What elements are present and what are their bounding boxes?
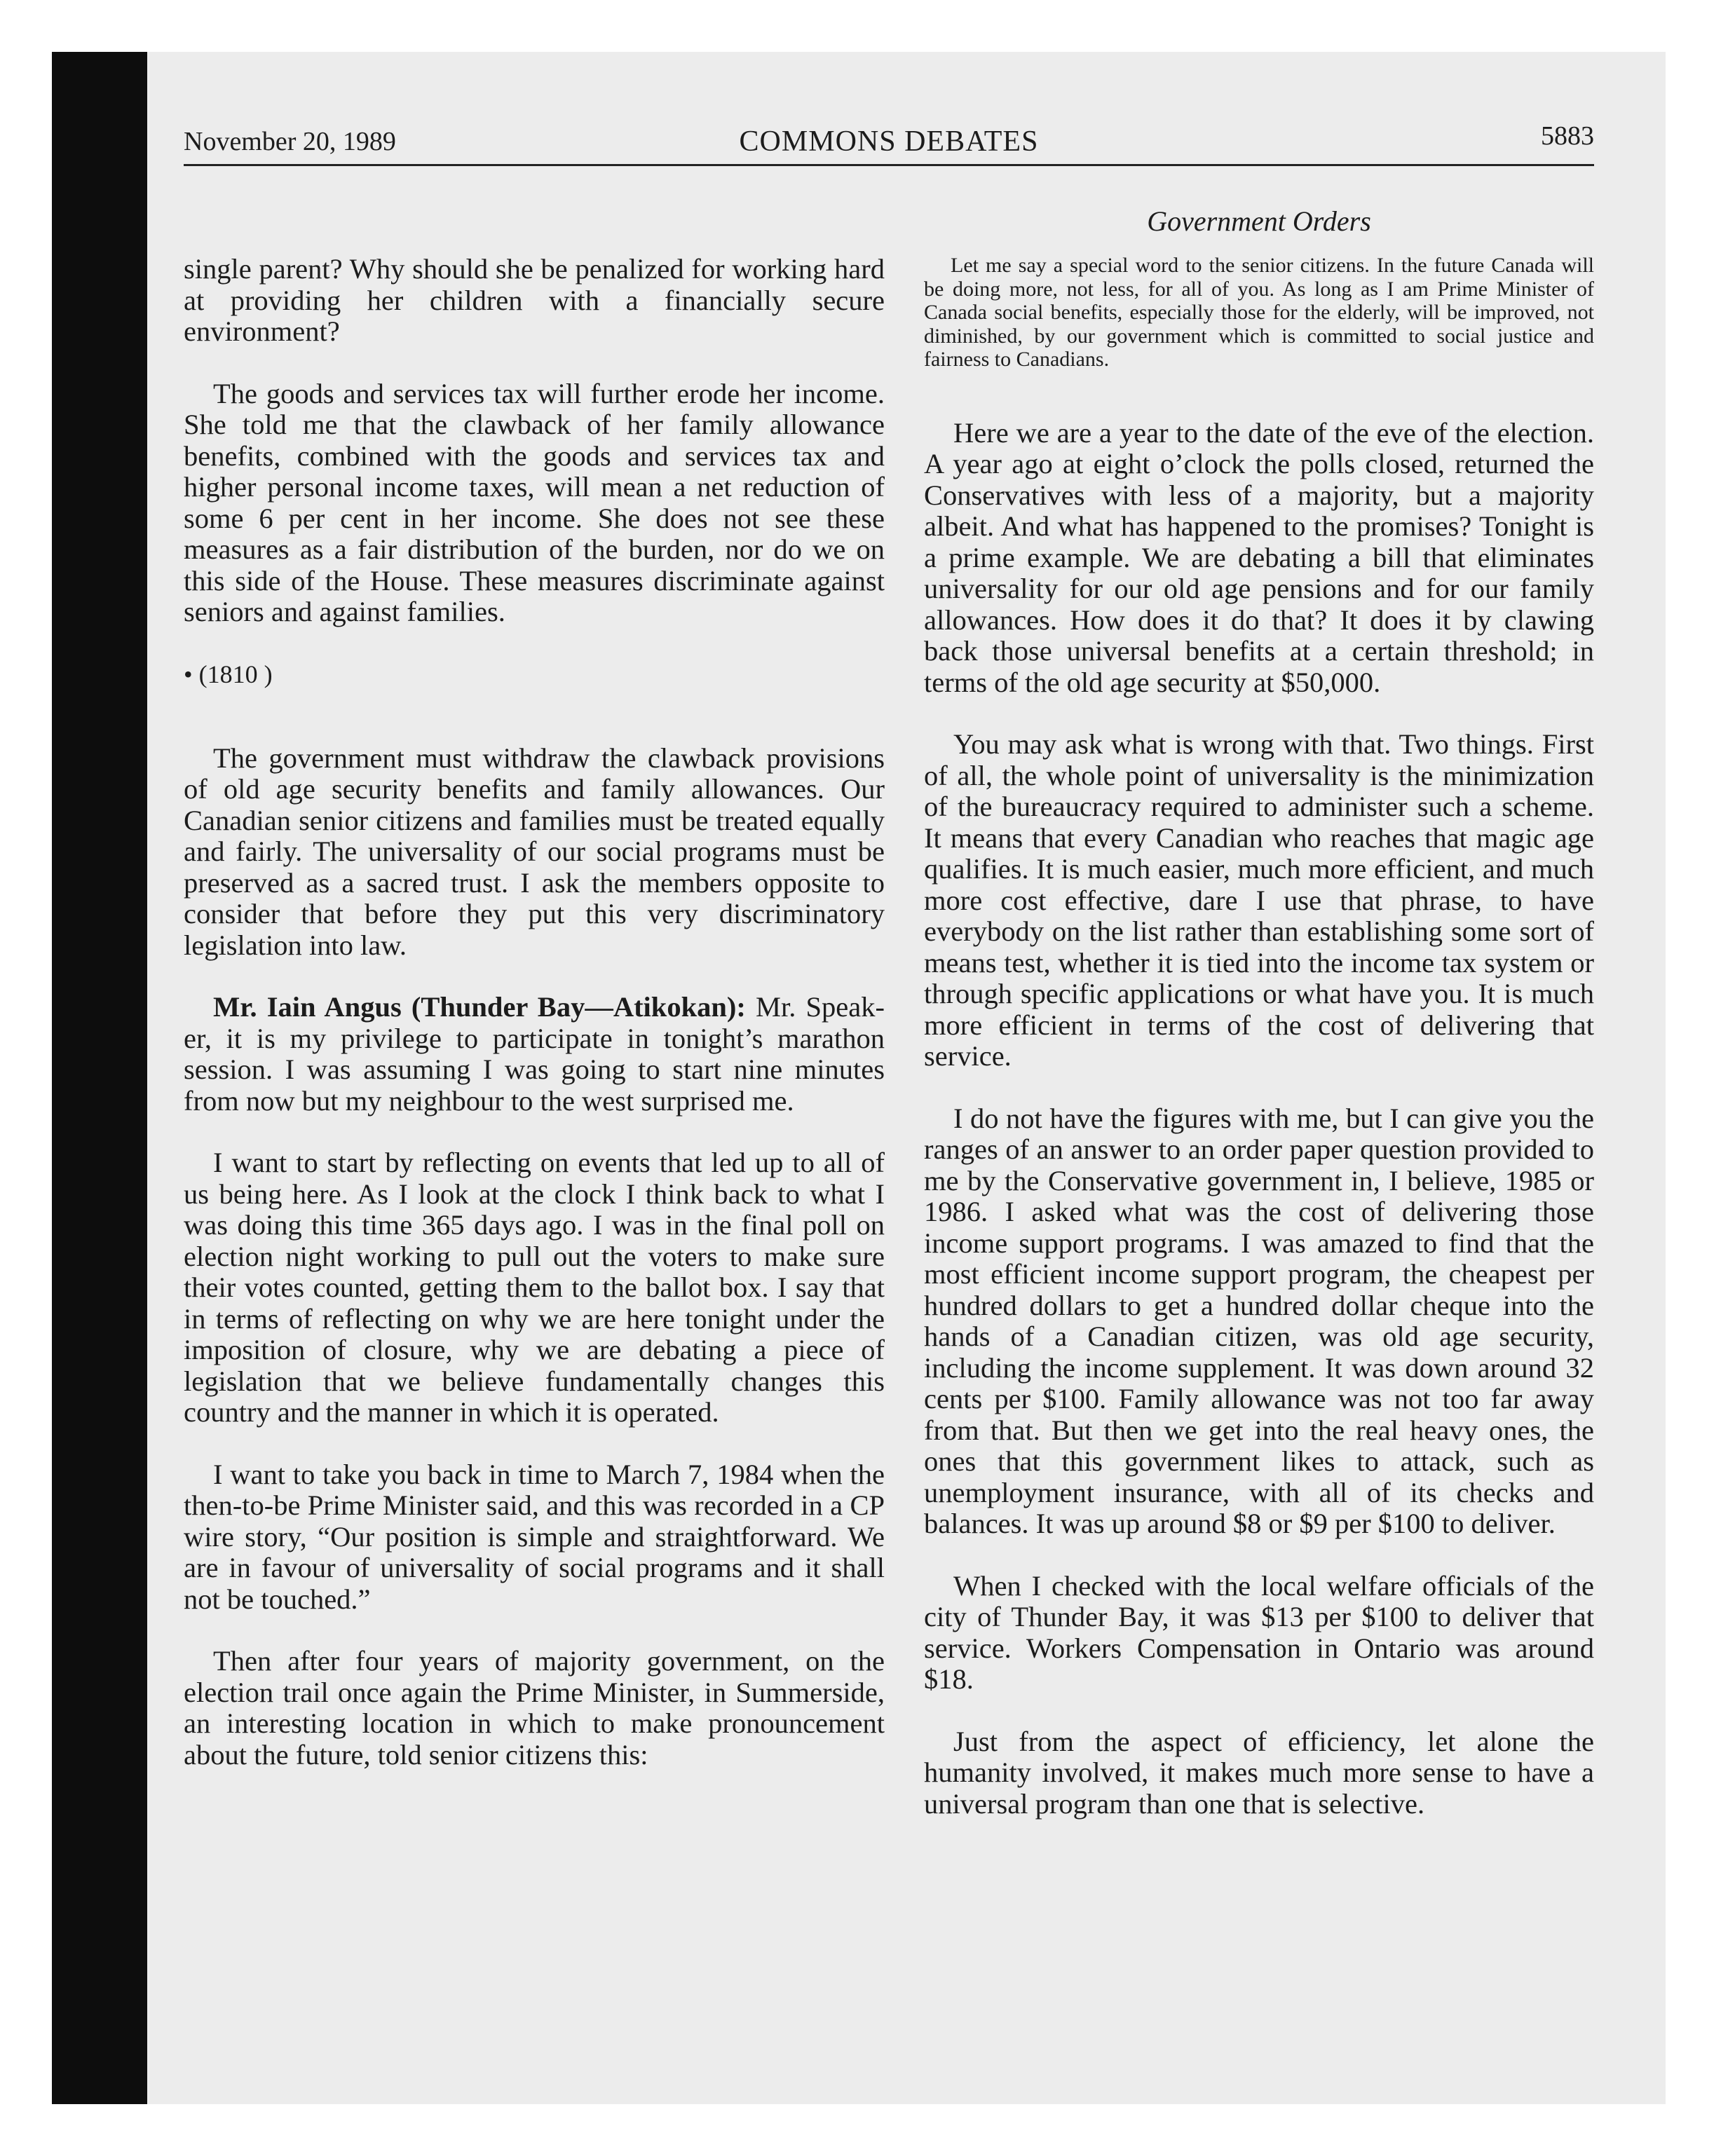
paragraph: I want to start by reflecting on events that led up to all of us being here. As I look at the clock I think back to what I was doing this time 365 days ago. I was in the final poll on election night working to pull out the voters to make sure their votes counted, getting them to the ballot box. I say that in terms of reflecting on why we are here tonight under the imposition of closure, why we are debating a piece of legislation that we believe fundamentally changes this country and the manner in which it is operated.: [184, 1147, 885, 1428]
page-number: 5883: [1541, 121, 1594, 151]
paragraph: The goods and services tax will further erode her income. She told me that the clawback of her family allowance benefits, combined with the goods and services tax and higher personal income taxes, will mean a net reduction of some 6 per cent in her income. She does not see these measures as a fair distribution of the burden, nor do we on this side of the House. These measures discriminate against seniors and against families.: [184, 377, 885, 627]
left-column: [184, 254, 885, 1801]
paragraph: Then after four years of majority government, on the election trail once again the Prime Minister, in Summerside, an interesting location in which to make pronouncement about the future, told senior citizens this:: [184, 1645, 885, 1770]
paragraph: Just from the aspect of efficiency, let alone the humanity involved, it makes much more sense to have a universal program than one that is selective.: [924, 1725, 1594, 1820]
paragraph: When I checked with the local welfare officials of the city of Thunder Bay, it was $13 per $100 to deliver that service. Workers Compensation in Ontario was around $18.: [924, 1569, 1594, 1695]
header-date: November 20, 1989: [184, 127, 396, 156]
paragraph: You may ask what is wrong with that. Two things. First of all, the whole point of universality is the minimization of the bureaucracy required to administer such a scheme. It means that every Canadian who reaches that magic age qualifies. It is much easier, much more efficient, and much more cost effective, dare I use that phrase, to have everybody on the list rather than establishing some sort of means test, whether it is tied into the income tax system or through specific applications or what have you. It is much more efficient in terms of the cost of delivering that service.: [924, 728, 1594, 1072]
header-rule: [184, 164, 1594, 166]
header-title: COMMONS DEBATES: [739, 125, 1039, 158]
speaker-name: Mr. Iain Angus (Thunder Bay—Atikokan):: [213, 991, 746, 1023]
binding-edge: [52, 52, 147, 2104]
timestamp: • (1810 ): [184, 660, 273, 688]
block-quote: Let me say a special word to the senior citizens. In the future Canada will be doing more, not less, for all of you. As long as I am Prime Minister of Canada social benefits, especially those for the elderly, will be improved, not diminished, by our government which is committed to social justice and fairness to Canadians.: [924, 254, 1594, 371]
paragraph: I do not have the figures with me, but I can give you the ranges of an answer to an order paper question provided to me by the Conservative government in, I believe, 1985 or 1986. I asked what was the cost of delivering those income support programs. I was amazed to find that the most efficient income support program, the cheapest per hundred dollars to get a hundred dollar cheque into the hands of a Canadian citizen, was old age security, including the income supplement. It was down around 32 cents per $100. Family allowance was not too far away from that. But then we get into the real heavy ones, the ones that this government likes to attack, such as unemployment insurance, with all of its checks and balances. It was up around $8 or $9 per $100 to deliver.: [924, 1102, 1594, 1539]
paragraph: I want to take you back in time to March 7, 1984 when the then-to-be Prime Minister said, and this was recorded in a CP wire story, “Our position is simple and straightforward. We are in favour of universality of social programs and it shall not be touched.”: [184, 1458, 885, 1615]
paragraph: Here we are a year to the date of the eve of the election. A year ago at eight o’clock the polls closed, returned the Conservatives with less of a majority, but a majority albeit. And what has happened to the promises? Tonight is a prime example. We are debating a bill that eliminates universality for our old age pensions and for our family allowances. How does it do that? It does it by clawing back those universal benefits at a certain threshold; in terms of the old age security at $50,000.: [924, 416, 1594, 698]
speaker-paragraph: [184, 992, 885, 1117]
right-column: [924, 254, 1594, 1850]
speaker-text: Mr. Speaker, it is my privilege to participate in tonight’s marathon session. I was assuming I was going to start nine minutes from now but my neighbour to the west surprised me.: [184, 991, 885, 1117]
paragraph: The government must withdraw the clawback provisions of old age security benefits and family allowances. Our Canadian senior citizens and families must be treated equally and fairly. The universality of our social programs must be preserved as a sacred trust. I ask the members opposite to consider that before they put this very discriminatory legislation into law.: [184, 742, 885, 961]
section-heading: Government Orders: [1147, 205, 1371, 237]
paragraph: single parent? Why should she be penalized for working hard at providing her children with a financially secure environment?: [184, 253, 885, 347]
page-header: [184, 121, 1594, 167]
